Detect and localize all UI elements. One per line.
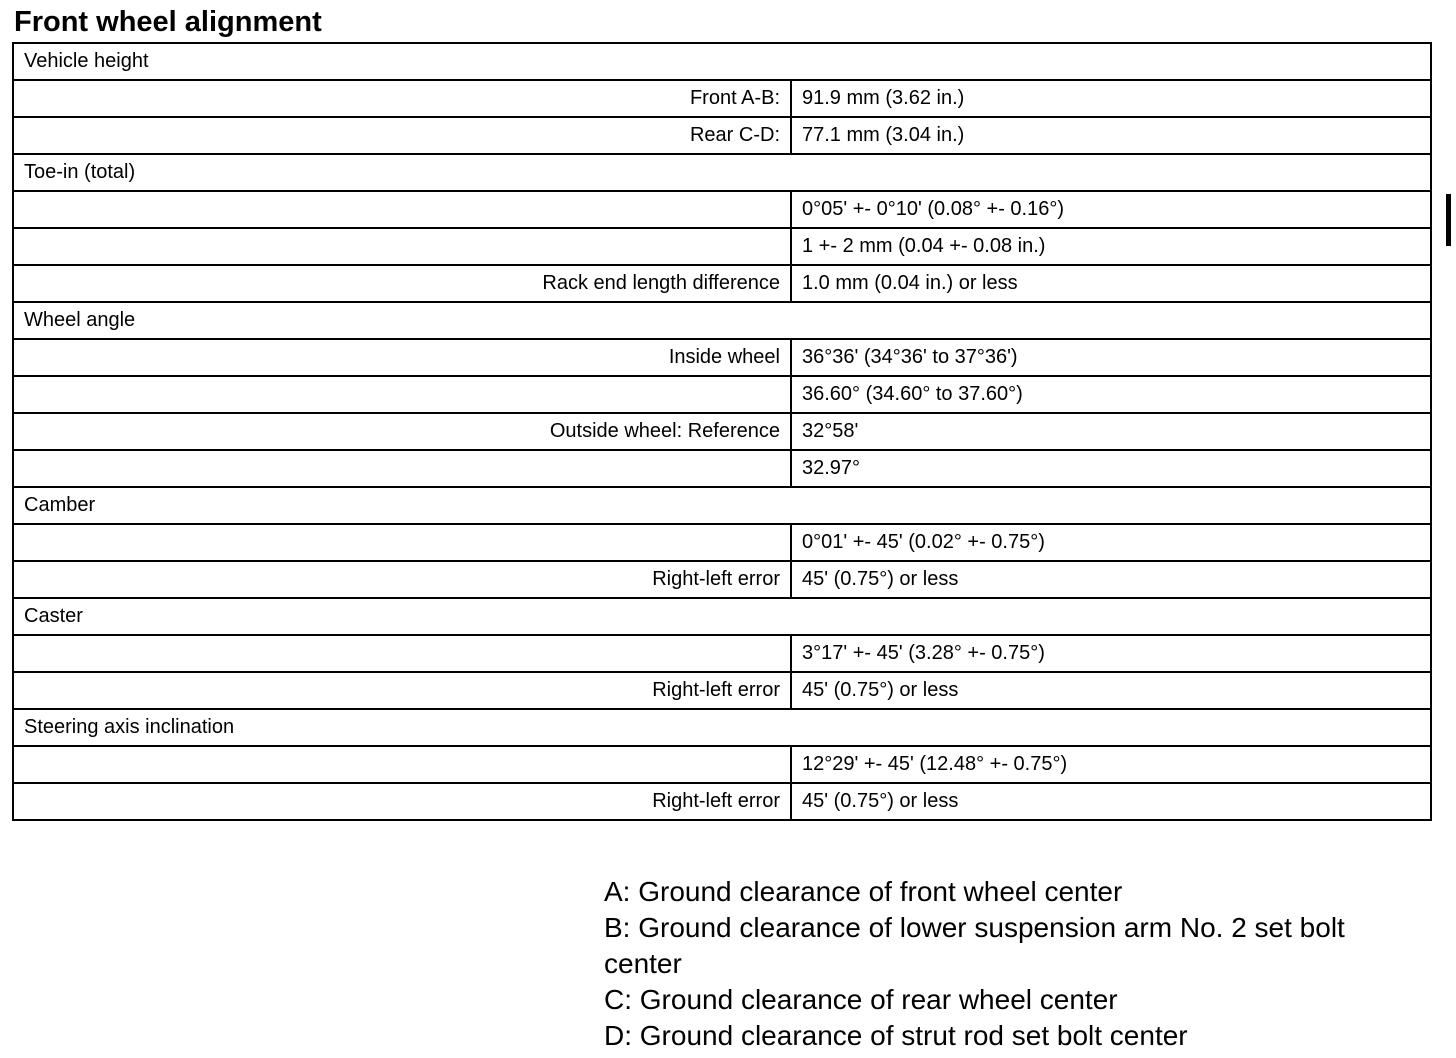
row-label (13, 228, 791, 265)
legend-item-c: C: Ground clearance of rear wheel center (604, 984, 1118, 1015)
row-value: 36°36' (34°36' to 37°36') (791, 339, 1431, 376)
section-header-row (13, 154, 1431, 191)
table-row (13, 191, 1431, 228)
table-row (13, 117, 1431, 154)
legend (604, 874, 1424, 1054)
table-row (13, 413, 1431, 450)
table-row (13, 783, 1431, 820)
row-label: Front A-B: (13, 80, 791, 117)
table-row (13, 672, 1431, 709)
row-label: Inside wheel (13, 339, 791, 376)
row-value: 1.0 mm (0.04 in.) or less (791, 265, 1431, 302)
alignment-spec-table-body (13, 43, 1431, 820)
row-value: 1 +- 2 mm (0.04 +- 0.08 in.) (791, 228, 1431, 265)
section-header: Toe-in (total) (13, 154, 1431, 191)
table-row (13, 450, 1431, 487)
section-header: Camber (13, 487, 1431, 524)
row-label (13, 746, 791, 783)
table-row (13, 561, 1431, 598)
section-header: Wheel angle (13, 302, 1431, 339)
table-row (13, 376, 1431, 413)
row-label: Outside wheel: Reference (13, 413, 791, 450)
row-value: 32.97° (791, 450, 1431, 487)
row-value: 45' (0.75°) or less (791, 783, 1431, 820)
row-value: 12°29' +- 45' (12.48° +- 0.75°) (791, 746, 1431, 783)
table-row (13, 80, 1431, 117)
section-header: Caster (13, 598, 1431, 635)
row-label (13, 450, 791, 487)
row-value: 32°58' (791, 413, 1431, 450)
row-label: Right-left error (13, 672, 791, 709)
row-label: Right-left error (13, 561, 791, 598)
row-value: 91.9 mm (3.62 in.) (791, 80, 1431, 117)
table-row (13, 339, 1431, 376)
page-edge-marker (1446, 194, 1451, 246)
row-label: Rear C-D: (13, 117, 791, 154)
legend-item-b: B: Ground clearance of lower suspension arm No. 2 set bolt center (604, 912, 1345, 979)
section-header-row (13, 709, 1431, 746)
section-header: Vehicle height (13, 43, 1431, 80)
row-value: 0°05' +- 0°10' (0.08° +- 0.16°) (791, 191, 1431, 228)
legend-item-a: A: Ground clearance of front wheel center (604, 876, 1123, 907)
row-value: 45' (0.75°) or less (791, 561, 1431, 598)
table-row (13, 524, 1431, 561)
row-label: Rack end length difference (13, 265, 791, 302)
table-row (13, 635, 1431, 672)
page-title: Front wheel alignment (14, 6, 322, 38)
row-label: Right-left error (13, 783, 791, 820)
legend-item-d: D: Ground clearance of strut rod set bolt center (604, 1020, 1188, 1051)
row-value: 3°17' +- 45' (3.28° +- 0.75°) (791, 635, 1431, 672)
row-label (13, 524, 791, 561)
table-row (13, 746, 1431, 783)
row-label (13, 635, 791, 672)
table-row (13, 265, 1431, 302)
table-row (13, 228, 1431, 265)
row-label (13, 376, 791, 413)
row-label (13, 191, 791, 228)
section-header-row (13, 598, 1431, 635)
section-header-row (13, 487, 1431, 524)
row-value: 77.1 mm (3.04 in.) (791, 117, 1431, 154)
row-value: 45' (0.75°) or less (791, 672, 1431, 709)
row-value: 36.60° (34.60° to 37.60°) (791, 376, 1431, 413)
section-header: Steering axis inclination (13, 709, 1431, 746)
alignment-spec-table (12, 42, 1432, 821)
row-value: 0°01' +- 45' (0.02° +- 0.75°) (791, 524, 1431, 561)
section-header-row (13, 302, 1431, 339)
section-header-row (13, 43, 1431, 80)
